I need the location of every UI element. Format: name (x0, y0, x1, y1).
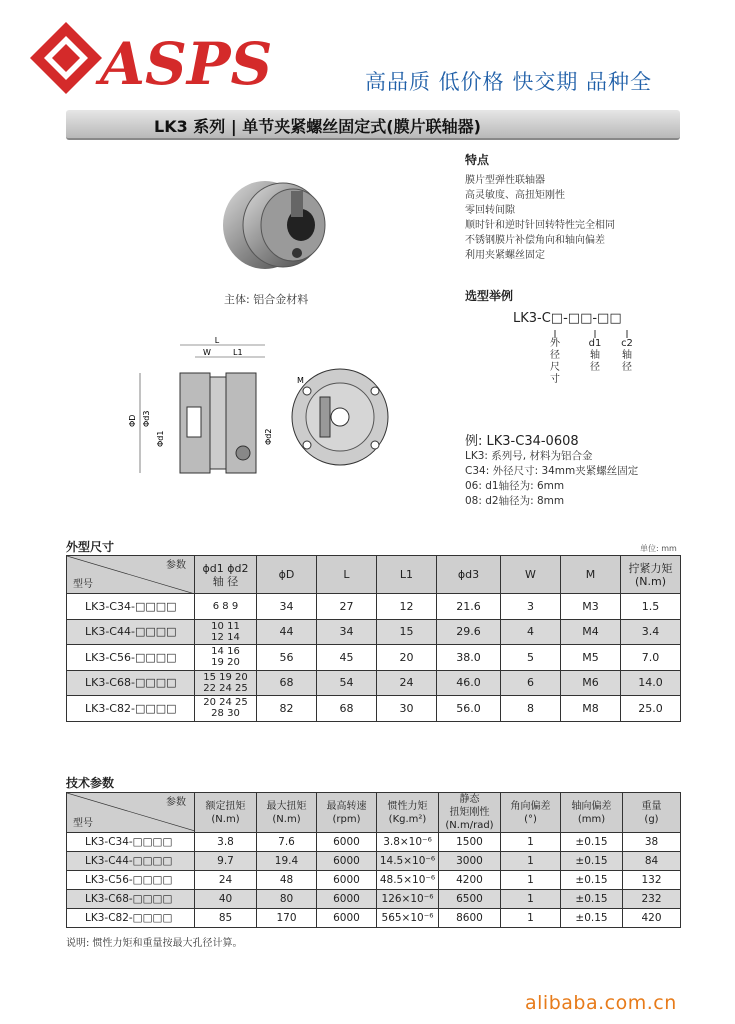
table-row: LK3-C68-□□□□ 40 80 6000 126×10⁻⁶ 6500 1 ±0.15 232 (67, 890, 681, 909)
table-row: LK3-C82-□□□□ 85 170 6000 565×10⁻⁶ 8600 1 ±0.15 420 (67, 909, 681, 928)
feature-item: 不锈钢膜片补偿角向和轴向偏差 (465, 235, 605, 246)
example-line: 08: d2轴径为: 8mm (465, 495, 565, 507)
example-title: 例: LK3-C34-0608 (465, 434, 579, 449)
col-torque: 拧紧力矩 (N.m) (621, 556, 681, 594)
example-line: C34: 外径尺寸: 34mm夹紧螺丝固定 (465, 465, 639, 477)
svg-text:Φd1: Φd1 (156, 430, 165, 447)
selection-label-d2: c2轴径 (621, 338, 633, 373)
dims-table (66, 555, 681, 722)
svg-text:W: W (203, 348, 211, 357)
example-list (465, 449, 638, 509)
col-rpm: 最高转速 (rpm) (317, 793, 377, 833)
svg-text:Φd2: Φd2 (264, 428, 273, 445)
page-title: LK3 系列 | 单节夹紧螺丝固定式(膜片联轴器) (154, 117, 481, 136)
footnote: 说明: 惯性力矩和重量按最大孔径计算。 (66, 938, 243, 949)
dims-title: 外型尺寸 (66, 540, 115, 554)
table-row: LK3-C34-□□□□ 3.8 7.6 6000 3.8×10⁻⁶ 1500 1 ±0.15 38 (67, 833, 681, 852)
col-angular: 角向偏差 (°) (501, 793, 561, 833)
example-line: LK3: 系列号, 材料为铝合金 (465, 450, 593, 462)
tech-table (66, 792, 681, 928)
table-row: LK3-C68-□□□□ 15 19 20 22 24 25 68 54 24 46.0 6 M6 14.0 (67, 670, 681, 696)
feature-item: 高灵敏度、高扭矩刚性 (465, 190, 565, 201)
table-row: LK3-C82-□□□□ 20 24 25 28 30 82 68 30 56.0 8 M8 25.0 (67, 696, 681, 722)
col-weight: 重量 (g) (623, 793, 681, 833)
selection-labels (548, 330, 678, 390)
col-max: 最大扭矩 (N.m) (257, 793, 317, 833)
svg-text:ΦD: ΦD (128, 414, 137, 427)
col-rated: 额定扭矩 (N.m) (195, 793, 257, 833)
features-title: 特点 (465, 153, 490, 167)
selection-title: 选型举例 (465, 289, 514, 303)
col-m: M (561, 556, 621, 594)
asps-logo (22, 18, 332, 98)
table-row: LK3-C44-□□□□ 9.7 19.4 6000 14.5×10⁻⁶ 3000 1 ±0.15 84 (67, 852, 681, 871)
svg-text:L: L (214, 336, 220, 345)
col-axial: 轴向偏差 (mm) (561, 793, 623, 833)
col-d3: ϕd3 (437, 556, 501, 594)
title-bar (66, 110, 680, 140)
watermark: alibaba.com.cn (525, 992, 677, 1014)
col-od: ϕD (257, 556, 317, 594)
slogan: 高品质 低价格 快交期 品种全 (365, 70, 653, 94)
svg-text:Φd3: Φd3 (142, 410, 151, 427)
corner-header: 参数 型号 (67, 793, 195, 833)
col-w: W (501, 556, 561, 594)
selection-label-od: 外径尺寸 (550, 338, 560, 385)
col-l1: L1 (377, 556, 437, 594)
table-row: LK3-C56-□□□□ 24 48 6000 48.5×10⁻⁶ 4200 1 ±0.15 132 (67, 871, 681, 890)
col-bore: ϕd1 ϕd2 轴 径 (195, 556, 257, 594)
technical-drawing (125, 335, 415, 485)
table-row: LK3-C44-□□□□ 10 11 12 14 44 34 15 29.6 4 M4 3.4 (67, 619, 681, 645)
unit-label: 单位: mm (640, 544, 677, 553)
corner-header: 参数 型号 (67, 556, 195, 594)
col-l: L (317, 556, 377, 594)
product-photo (205, 165, 340, 285)
col-inertia: 惯性力矩 (Kg.m²) (377, 793, 439, 833)
tech-title: 技术参数 (66, 776, 115, 790)
selection-label-d1: d1轴径 (588, 338, 602, 373)
example-line: 06: d1轴径为: 6mm (465, 480, 565, 492)
feature-item: 利用夹紧螺丝固定 (465, 250, 545, 261)
col-stiffness: 静态 扭矩刚性 (N.m/rad) (439, 793, 501, 833)
table-row: LK3-C56-□□□□ 14 16 19 20 56 45 20 38.0 5 M5 7.0 (67, 645, 681, 671)
feature-item: 顺时针和逆时针回转特性完全相同 (465, 220, 615, 231)
feature-item: 零回转间隙 (465, 205, 515, 216)
features-list (465, 173, 615, 263)
photo-caption: 主体: 铝合金材料 (224, 293, 309, 306)
svg-text:ASPS: ASPS (100, 30, 273, 98)
feature-item: 膜片型弹性联轴器 (465, 175, 545, 186)
svg-text:M: M (297, 376, 304, 385)
selection-code: LK3-C□-□□-□□ (513, 311, 622, 326)
table-row: LK3-C34-□□□□ 6 8 9 34 27 12 21.6 3 M3 1.5 (67, 594, 681, 620)
svg-text:L1: L1 (233, 348, 243, 357)
